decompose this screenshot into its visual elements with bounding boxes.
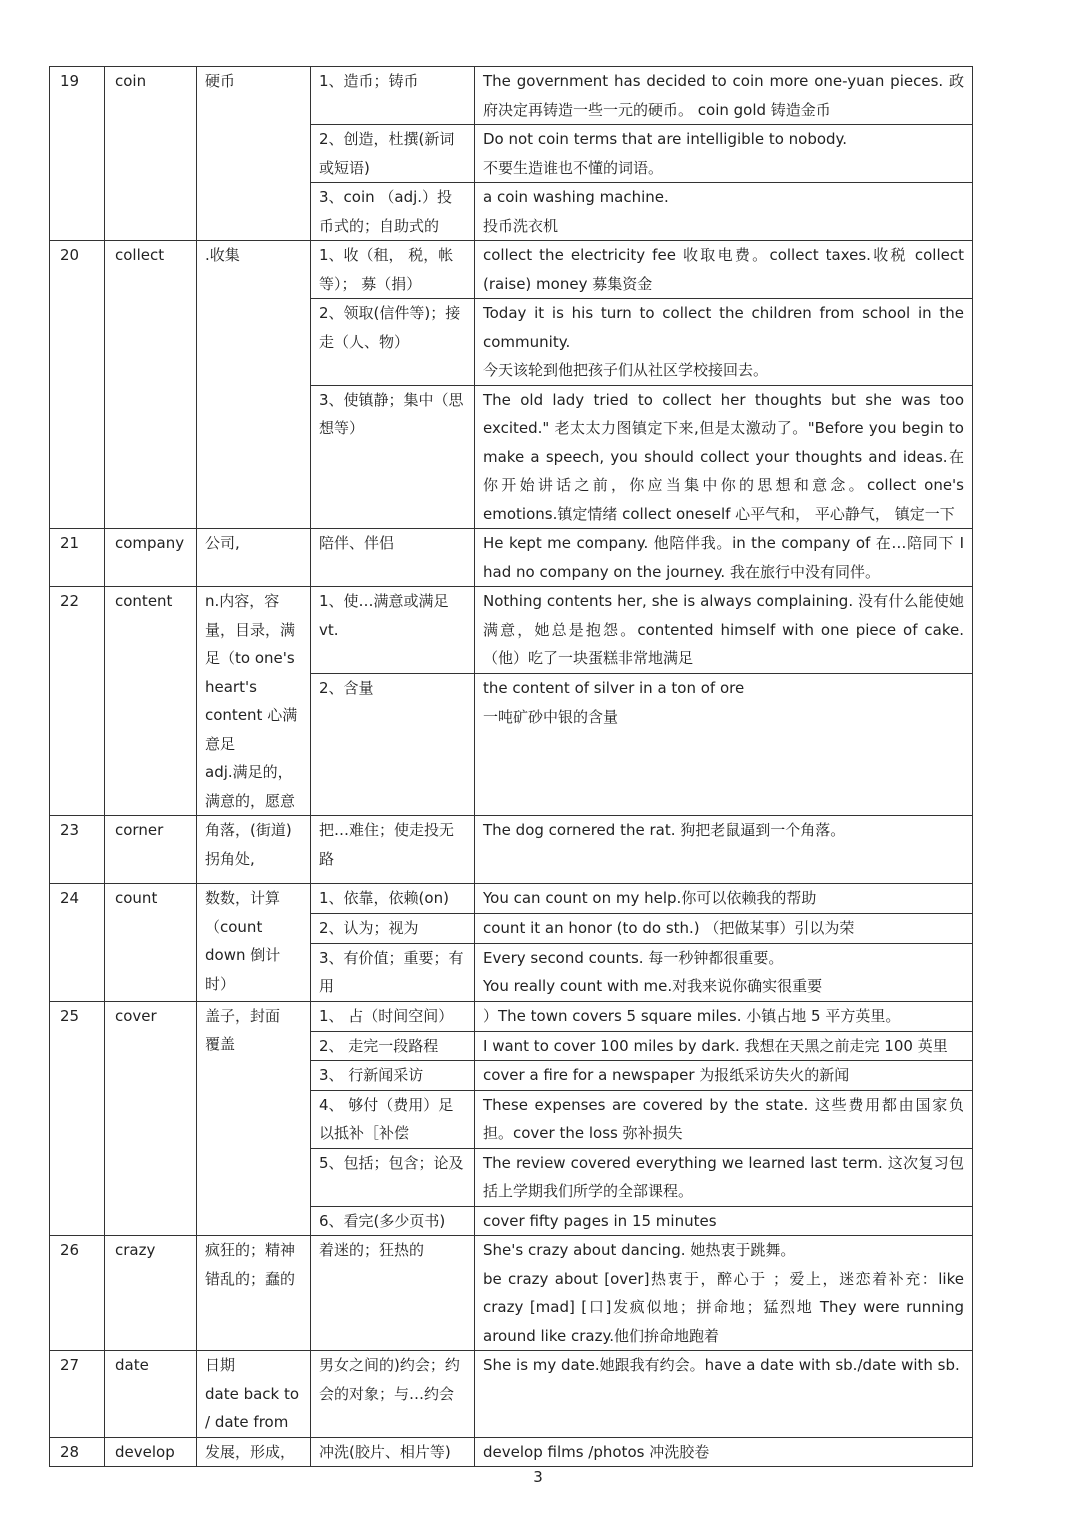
entry-word: cover [105,1001,197,1236]
entry-meaning: n.内容，容量，目录，满足（to one's heart's content 心满意足 adj.满足的，满意的，愿意 [197,587,311,816]
entry-meaning: 公司, [197,529,311,587]
entry-number: 27 [50,1351,105,1438]
entry-word: date [105,1351,197,1438]
entry-sense: 男女之间的)约会；约会的对象；与…约会 [311,1351,475,1438]
entry-sense: 冲洗(胶片、相片等) [311,1437,475,1467]
entry-example: Today it is his turn to collect the children from school in the community. 今天该轮到他把孩子们从社区学校接回去。 [475,299,973,386]
table-row [50,1001,973,1031]
entry-word: count [105,884,197,1002]
entry-example: You can count on my help.你可以依赖我的帮助 [475,884,973,914]
entry-example: The old lady tried to collect her thoughts but she was too excited." 老太太力图镇定下来,但是太激动了。"Before you begin to make a speech, you should collect your thoughts and ideas.在你开始讲话之前，你应当集中你的思想和意念。collect one's emotions.镇定情绪 collect oneself 心平气和， 平心静气， 镇定一下 [475,385,973,529]
entry-word: coin [105,67,197,241]
entry-sense: 5、包括；包含；论及 [311,1148,475,1206]
table-row [50,587,973,674]
entry-sense: 3、coin （adj.）投币式的；自助式的 [311,183,475,241]
entry-example: cover fifty pages in 15 minutes [475,1206,973,1236]
entry-sense: 2、含量 [311,674,475,816]
entry-meaning: 盖子，封面 覆盖 [197,1001,311,1236]
entry-number: 26 [50,1236,105,1351]
entry-example: count it an honor (to do sth.) （把做某事）引以为荣 [475,914,973,944]
table-row [50,816,973,884]
entry-sense: 1、使…满意或满足 vt. [311,587,475,674]
entry-sense: 2、 走完一段路程 [311,1031,475,1061]
entry-sense: 1、造币；铸币 [311,67,475,125]
table-row [50,1351,973,1438]
entry-number: 25 [50,1001,105,1236]
entry-number: 21 [50,529,105,587]
entry-example: She is my date.她跟我有约会。have a date with sb./date with sb. [475,1351,973,1438]
entry-sense: 把…难住；使走投无路 [311,816,475,884]
entry-number: 28 [50,1437,105,1467]
entry-example: The dog cornered the rat. 狗把老鼠逼到一个角落。 [475,816,973,884]
table-row [50,67,973,125]
entry-sense: 2、认为；视为 [311,914,475,944]
entry-meaning: 硬币 [197,67,311,241]
entry-example: She's crazy about dancing. 她热衷于跳舞。 be crazy about [over]热衷于，醉心于 ；爱上，迷恋着补充：like crazy [mad] [口]发疯似地；拼命地；猛烈地 They were running around like crazy.他们拚命地跑着 [475,1236,973,1351]
entry-meaning: .收集 [197,241,311,529]
entry-sense: 6、看完(多少页书) [311,1206,475,1236]
entry-word: company [105,529,197,587]
entry-number: 20 [50,241,105,529]
entry-word: develop [105,1437,197,1467]
entry-sense: 3、使镇静；集中（思想等） [311,385,475,529]
table-row [50,1437,973,1467]
entry-meaning: 日期 date back to / date from [197,1351,311,1438]
vocab-table [49,66,973,1467]
entry-meaning: 疯狂的；精神错乱的；蠢的 [197,1236,311,1351]
entry-example: Do not coin terms that are intelligible to nobody. 不要生造谁也不懂的词语。 [475,125,973,183]
entry-meaning: 发展，形成， [197,1437,311,1467]
entry-sense: 1、收（租， 税，帐等）； 募（捐） [311,241,475,299]
vocab-body [50,67,973,1467]
entry-example: cover a fire for a newspaper 为报纸采访失火的新闻 [475,1061,973,1091]
entry-number: 24 [50,884,105,1002]
entry-example: ）The town covers 5 square miles. 小镇占地 5 平方英里。 [475,1001,973,1031]
entry-example: I want to cover 100 miles by dark. 我想在天黑之前走完 100 英里 [475,1031,973,1061]
entry-example: The government has decided to coin more one-yuan pieces. 政府决定再铸造一些一元的硬币。 coin gold 铸造金币 [475,67,973,125]
entry-example: Every second counts. 每一秒钟都很重要。 You really count with me.对我来说你确实很重要 [475,943,973,1001]
entry-sense: 2、领取(信件等)；接走（人、物） [311,299,475,386]
entry-sense: 4、 够付（费用）足以抵补［补偿 [311,1090,475,1148]
entry-number: 23 [50,816,105,884]
entry-sense: 1、 占（时间空间） [311,1001,475,1031]
entry-word: crazy [105,1236,197,1351]
entry-sense: 1、依靠，依赖(on) [311,884,475,914]
entry-sense: 2、创造，杜撰(新词或短语) [311,125,475,183]
table-row [50,1236,973,1351]
entry-example: a coin washing machine. 投币洗衣机 [475,183,973,241]
entry-sense: 3、 行新闻采访 [311,1061,475,1091]
entry-example: develop films /photos 冲洗胶卷 [475,1437,973,1467]
table-row [50,884,973,914]
entry-example: collect the electricity fee 收取电费。collect taxes.收税 collect (raise) money 募集资金 [475,241,973,299]
entry-word: corner [105,816,197,884]
entry-sense: 陪伴、伴侣 [311,529,475,587]
entry-word: content [105,587,197,816]
entry-example: He kept me company. 他陪伴我。in the company of 在…陪同下 I had no company on the journey. 我在旅行中没有同伴。 [475,529,973,587]
entry-number: 19 [50,67,105,241]
table-row [50,529,973,587]
entry-word: collect [105,241,197,529]
entry-number: 22 [50,587,105,816]
entry-sense: 着迷的；狂热的 [311,1236,475,1351]
entry-sense: 3、有价值；重要；有用 [311,943,475,1001]
entry-meaning: 数数，计算（count down 倒计时） [197,884,311,1002]
page-number: 3 [533,1468,543,1486]
entry-meaning: 角落，(街道)拐角处, [197,816,311,884]
entry-example: Nothing contents her, she is always complaining. 没有什么能使她满意，她总是抱怨。contented himself with one piece of cake.（他）吃了一块蛋糕非常地满足 [475,587,973,674]
entry-example: The review covered everything we learned last term. 这次复习包括上学期我们所学的全部课程。 [475,1148,973,1206]
entry-example: the content of silver in a ton of ore 一吨矿砂中银的含量 [475,674,973,816]
table-row [50,241,973,299]
entry-example: These expenses are covered by the state. 这些费用都由国家负担。cover the loss 弥补损失 [475,1090,973,1148]
